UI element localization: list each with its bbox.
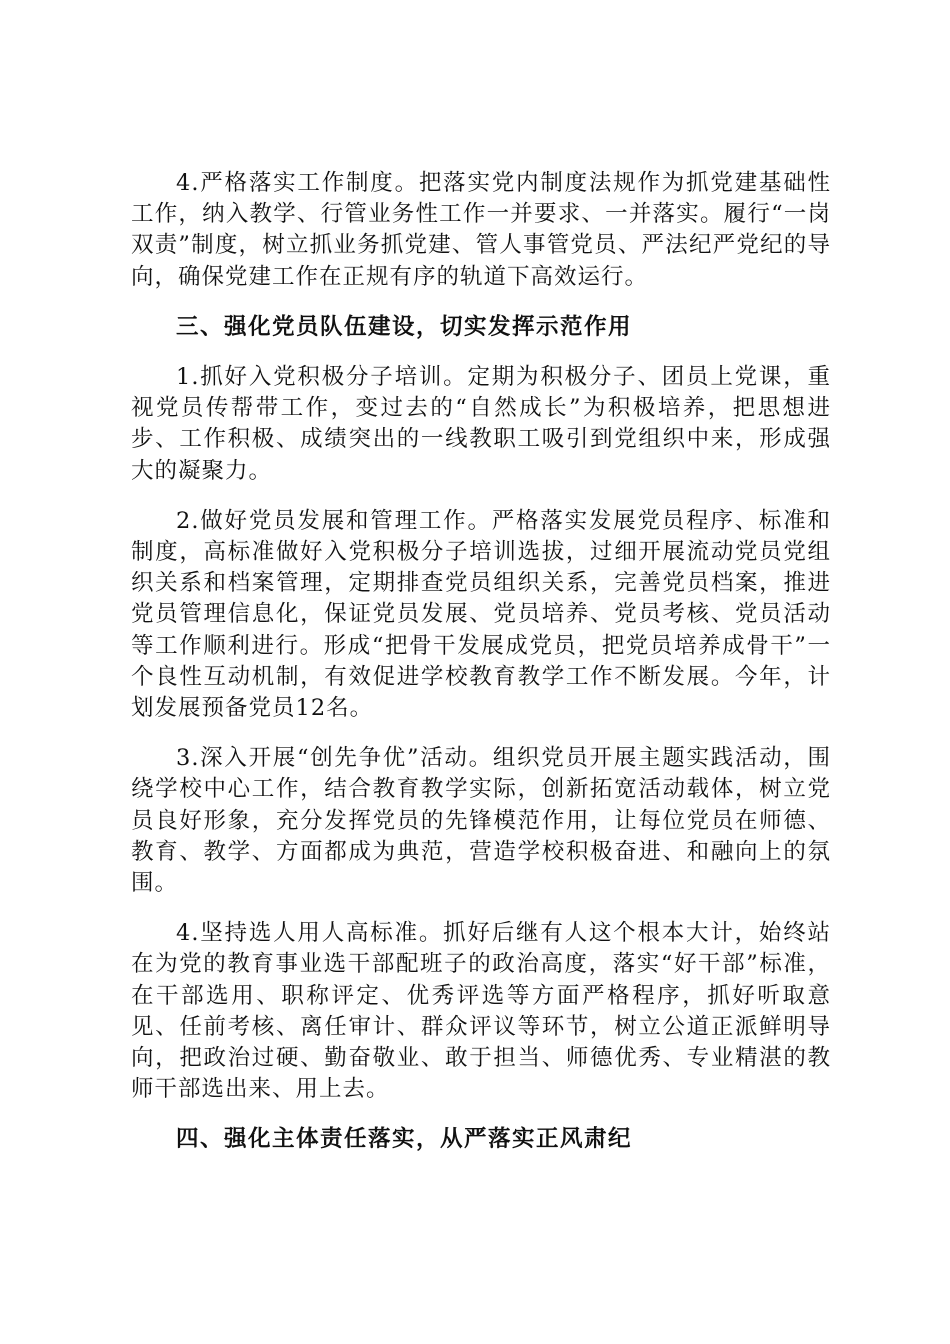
- paragraph-member-development: 2.做好党员发展和管理工作。严格落实发展党员程序、标准和制度，高标准做好入党积极分子培训选拔，过细开展流动党员党组织关系和档案管理，定期排查党员组织关系，完善党员档案，推进党员管理信息化，保证党员发展、党员培养、党员考核、党员活动等工作顺利进行。形成“把骨干发展成党员，把党员培养成骨干”一个良性互动机制，有效促进学校教育教学工作不断发展。今年，计划发展预备党员12名。: [131, 507, 831, 722]
- paragraph-personnel-standard: 4.坚持选人用人高标准。抓好后继有人这个根本大计，始终站在为党的教育事业选干部配班子的政治高度，落实“好干部”标准，在干部选用、职称评定、优秀评选等方面严格程序，抓好听取意见、任前考核、离任审计、群众评议等环节，树立公道正派鲜明导向，把政治过硬、勤奋敬业、敢于担当、师德优秀、专业精湛的教师干部选出来、用上去。: [131, 920, 831, 1103]
- section-heading-4: 四、强化主体责任落实，从严落实正风肃纪: [176, 1126, 633, 1153]
- paragraph-activist-training: 1.抓好入党积极分子培训。定期为积极分子、团员上党课，重视党员传帮带工作，变过去的“自然成长”为积极培养，把思想进步、工作积极、成绩突出的一线教职工吸引到党组织中来，形成强大的凝聚力。: [131, 364, 831, 484]
- paragraph-excellence-activity: 3.深入开展“创先争优”活动。组织党员开展主题实践活动，围绕学校中心工作，结合教育教学实际，创新拓宽活动载体，树立党员良好形象，充分发挥党员的先锋模范作用，让每位党员在师德、教育、教学、方面都成为典范，营造学校积极奋进、和融向上的氛围。: [131, 745, 831, 897]
- section-heading-3: 三、强化党员队伍建设，切实发挥示范作用: [176, 313, 633, 340]
- paragraph-work-system: 4.严格落实工作制度。把落实党内制度法规作为抓党建基础性工作，纳入教学、行管业务性工作一并要求、一并落实。履行“一岗双责”制度，树立抓业务抓党建、管人事管党员、严法纪严党纪的导向，确保党建工作在正规有序的轨道下高效运行。: [131, 170, 831, 290]
- document-body: [131, 168, 831, 1156]
